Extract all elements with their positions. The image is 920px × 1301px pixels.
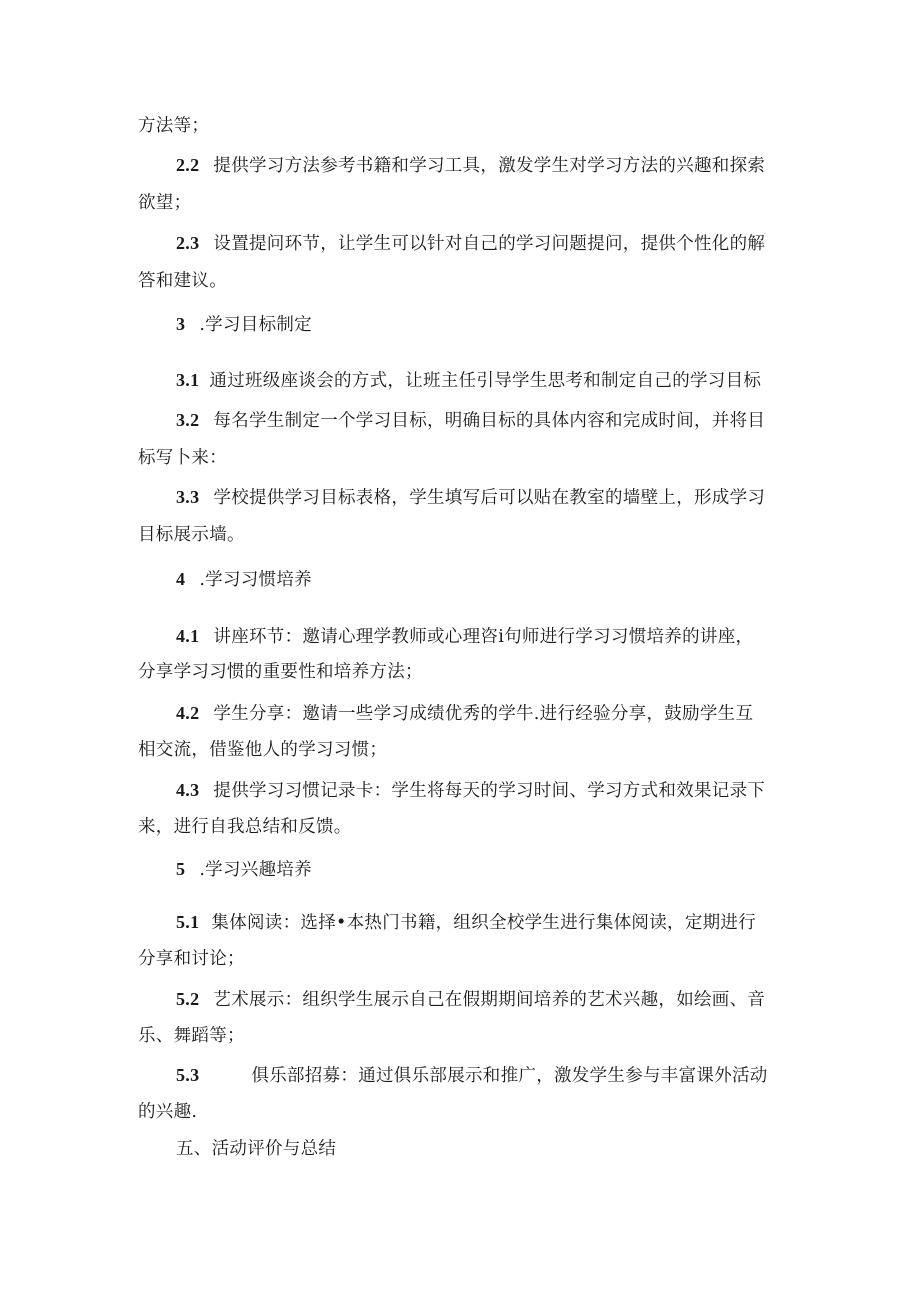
list-item-5-2	[176, 987, 765, 1012]
list-item-3-2	[176, 408, 765, 433]
section-number: 4	[176, 569, 186, 589]
section-number: 5	[176, 859, 186, 879]
paragraph-line	[138, 660, 423, 684]
line-text: 欲望；	[138, 193, 192, 213]
line-text: 答和建议。	[138, 271, 227, 291]
section-heading-4	[176, 567, 312, 592]
list-item-4-3	[176, 778, 765, 803]
line-text: 相交流，借鉴他人的学习习惯；	[138, 740, 388, 760]
item-number: 5.1	[176, 912, 200, 932]
list-item-2-2	[176, 153, 765, 178]
line-text: 方法等；	[138, 116, 210, 136]
section-title: .学习目标制定	[199, 315, 312, 335]
list-item-4-1	[176, 624, 753, 649]
line-text: 每名学生制定一个学习目标，明确目标的具体内容和完成时间，并将目	[213, 411, 766, 431]
list-item-3-1	[176, 368, 761, 393]
paragraph-line	[138, 269, 227, 293]
paragraph-line	[138, 738, 387, 762]
item-number: 5.3	[176, 1065, 200, 1085]
line-text: 目标展示墙。	[138, 525, 245, 545]
item-number: 4.3	[176, 780, 200, 800]
item-number: 4.2	[176, 703, 200, 723]
chapter-heading	[176, 1137, 336, 1161]
item-number: 3.3	[176, 487, 200, 507]
list-item-3-3	[176, 485, 765, 510]
paragraph-line	[138, 1100, 197, 1124]
paragraph-line	[138, 446, 227, 470]
line-text: 的兴趣.	[138, 1102, 198, 1122]
item-number: 5.2	[176, 989, 200, 1009]
item-number: 3.2	[176, 410, 200, 430]
section-title: .学习兴趣培养	[199, 860, 312, 880]
item-number: 2.2	[176, 155, 200, 175]
item-number: 3.1	[176, 370, 200, 390]
line-text: 标写卜来：	[138, 448, 227, 468]
line-text: 艺术展示：组织学生展示自己在假期期间培养的艺术兴趣，如绘画、音	[213, 990, 766, 1010]
item-number: 4.1	[176, 626, 200, 646]
paragraph-line	[138, 815, 352, 839]
line-text: 俱乐部招募：通过俱乐部展示和推广，激发学生参与丰富课外活动	[251, 1066, 768, 1086]
line-text: 讲座环节：邀请心理学教师或心理咨i句师进行学习习惯培养的讲座，	[213, 627, 754, 647]
line-text: 设置提问环节，让学生可以针对自己的学习问题提问，提供个性化的解	[213, 234, 766, 254]
line-text: 学校提供学习目标表格，学生填写后可以贴在教室的墙壁上，形成学习	[213, 488, 766, 508]
section-number: 3	[176, 314, 186, 334]
item-number: 2.3	[176, 233, 200, 253]
line-text: 乐、舞蹈等；	[138, 1026, 245, 1046]
section-title: .学习习惯培养	[199, 570, 312, 590]
line-text: 分享学习习惯的重要性和培养方法；	[138, 662, 423, 682]
paragraph-line	[138, 1024, 245, 1048]
chapter-title: 五、活动评价与总结	[176, 1139, 337, 1159]
line-text: 提供学习习惯记录卡：学生将每天的学习时间、学习方式和效果记录下	[213, 781, 766, 801]
paragraph-line	[138, 191, 191, 215]
list-item-2-3	[176, 231, 765, 256]
paragraph-line	[138, 947, 245, 971]
line-text: 来，进行自我总结和反馈。	[138, 817, 352, 837]
line-text: 分享和讨论；	[138, 949, 245, 969]
line-text: 提供学习方法参考书籍和学习工具，激发学生对学习方法的兴趣和探索	[213, 156, 766, 176]
line-text: 通过班级座谈会的方式，让班主任引导学生思考和制定自己的学习目标	[209, 371, 762, 391]
list-item-5-1	[176, 910, 756, 935]
paragraph-line	[138, 114, 209, 138]
section-heading-3	[176, 312, 312, 337]
line-text: 学生分享：邀请一些学习成绩优秀的学牛.进行经验分享，鼓励学生互	[213, 704, 754, 724]
list-item-5-3	[176, 1063, 768, 1088]
line-text: 集体阅读：选择•本热门书籍，组织全校学生进行集体阅读，定期进行	[211, 913, 757, 933]
section-heading-5	[176, 857, 312, 882]
list-item-4-2	[176, 701, 753, 726]
paragraph-line	[138, 523, 245, 547]
